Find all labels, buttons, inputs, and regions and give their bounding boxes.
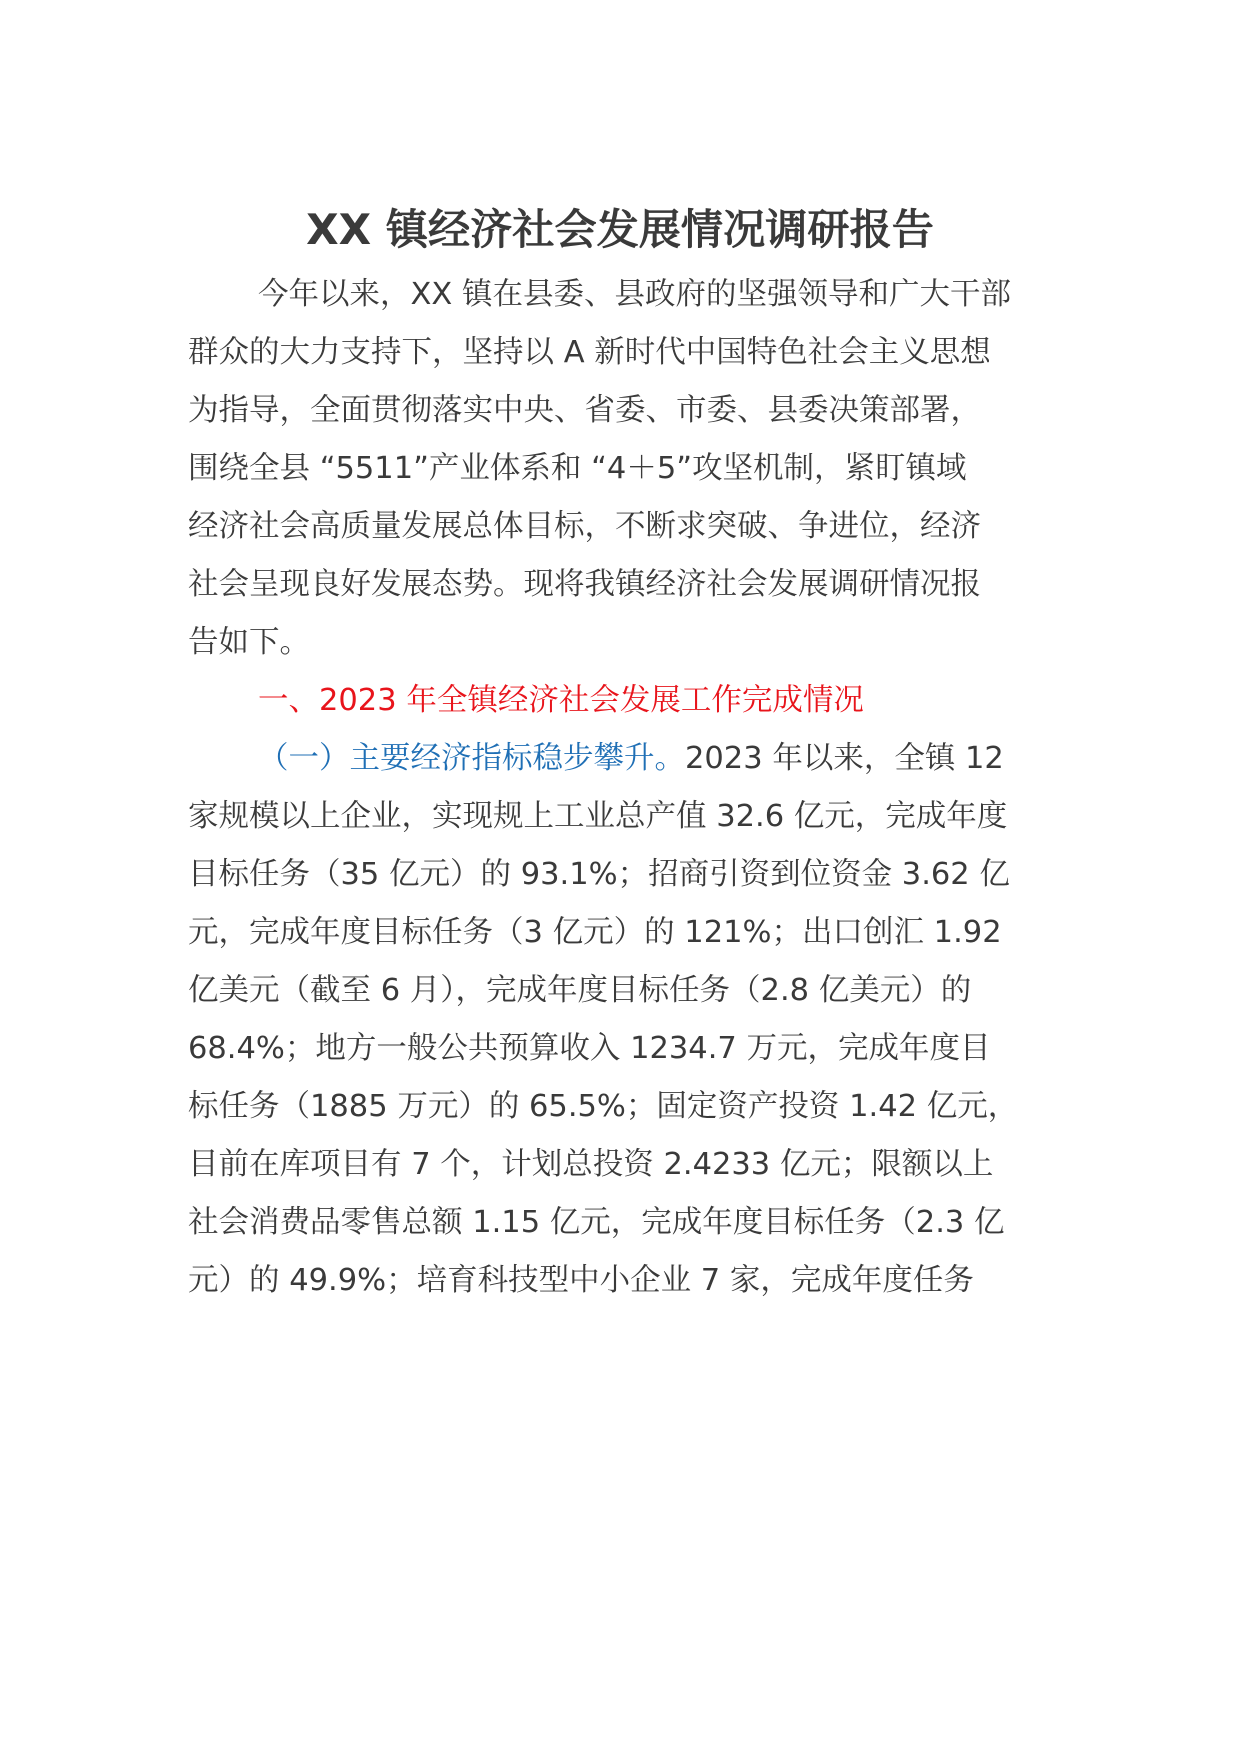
intro-line: 为指导，全面贯彻落实中央、省委、市委、县委决策部署， — [188, 393, 981, 428]
intro-line: 围绕全县 “5511”产业体系和 “4＋5”攻坚机制，紧盯镇域 — [188, 451, 967, 486]
body-line: 68.4%；地方一般公共预算收入 1234.7 万元，完成年度目 — [188, 1031, 991, 1066]
body-line: 标任务（1885 万元）的 65.5%；固定资产投资 1.42 亿元， — [188, 1089, 1019, 1124]
intro-line: 经济社会高质量发展总体目标，不断求突破、争进位，经济 — [188, 509, 981, 544]
subsection-first-line — [258, 736, 1004, 782]
intro-line: 告如下。 — [188, 625, 310, 660]
body-line: 元，完成年度目标任务（3 亿元）的 121%；出口创汇 1.92 — [188, 915, 1002, 950]
intro-line: 社会呈现良好发展态势。现将我镇经济社会发展调研情况报 — [188, 567, 981, 602]
subsection-heading: （一）主要经济指标稳步攀升。 — [258, 741, 685, 776]
intro-line: 今年以来，XX 镇在县委、县政府的坚强领导和广大干部 — [258, 277, 1011, 312]
body-line: 目标任务（35 亿元）的 93.1%；招商引资到位资金 3.62 亿 — [188, 857, 1010, 892]
body-line: 亿美元（截至 6 月），完成年度目标任务（2.8 亿美元）的 — [188, 973, 972, 1008]
body-line: 目前在库项目有 7 个，计划总投资 2.4233 亿元；限额以上 — [188, 1147, 994, 1182]
body-line: 元）的 49.9%；培育科技型中小企业 7 家，完成年度任务 — [188, 1263, 974, 1298]
section-heading: 一、2023 年全镇经济社会发展工作完成情况 — [258, 683, 864, 718]
subsection-body-start: 2023 年以来，全镇 12 — [685, 741, 1004, 776]
body-line: 家规模以上企业，实现规上工业总产值 32.6 亿元，完成年度 — [188, 799, 1008, 834]
body-line: 社会消费品零售总额 1.15 亿元，完成年度目标任务（2.3 亿 — [188, 1205, 1005, 1240]
intro-line: 群众的大力支持下，坚持以 A 新时代中国特色社会主义思想 — [188, 335, 991, 370]
document-title: XX 镇经济社会发展情况调研报告 — [306, 205, 934, 254]
